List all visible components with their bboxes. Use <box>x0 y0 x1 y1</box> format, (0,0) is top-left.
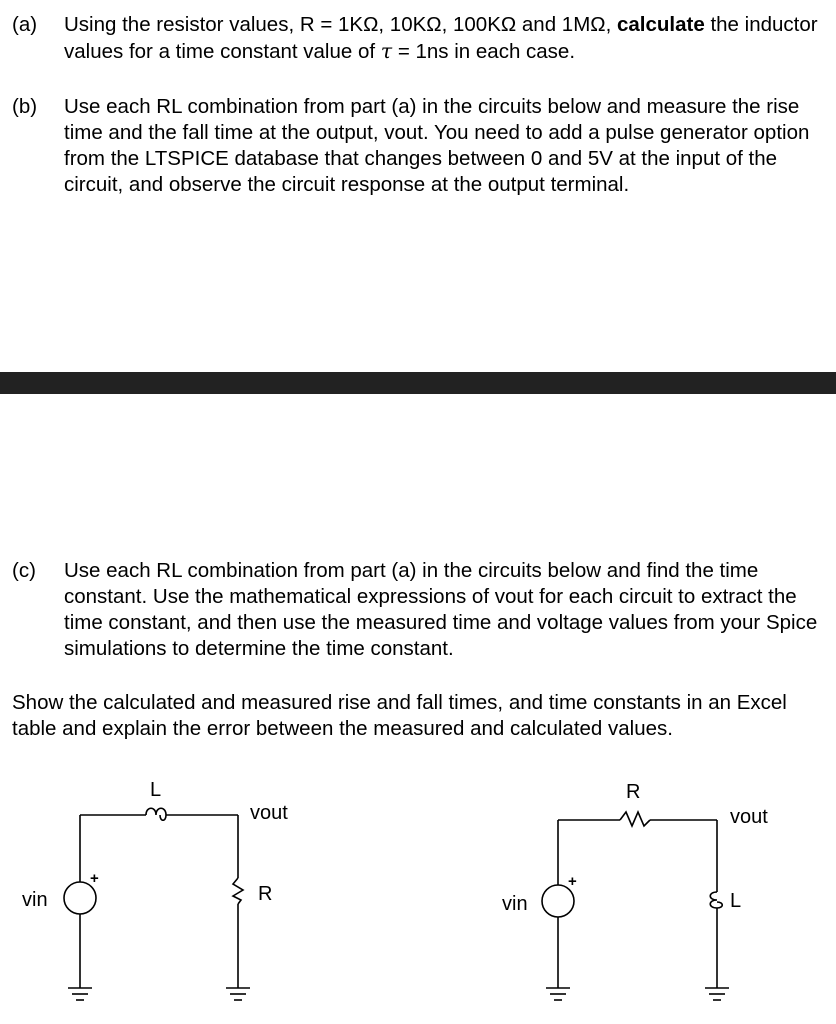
resistor-1 <box>233 878 243 904</box>
part-a-text <box>64 12 832 65</box>
circuit-1-vin-label: vin <box>22 889 48 911</box>
inductor-1 <box>146 808 166 820</box>
circuit-2-resistor-label: R <box>626 781 641 803</box>
circuit-1 <box>64 808 250 1000</box>
circuit-2-vout-label: vout <box>730 806 768 828</box>
tau-symbol: τ <box>380 39 393 63</box>
circuit-2-inductor-label: L <box>730 890 742 912</box>
part-a-label: (a) <box>12 13 38 36</box>
part-a-text-2: the inductor values for a time constant value of <box>64 13 818 63</box>
part-a <box>12 12 832 65</box>
circuit-2-polarity: + <box>568 873 577 890</box>
part-c <box>12 558 832 662</box>
circuit-2 <box>542 812 729 1000</box>
circuit-2-vin-label: vin <box>502 893 528 915</box>
part-a-emphasis: calculate <box>617 13 705 36</box>
part-b-text: Use each RL combination from part (a) in the circuits below and measure the rise time and the fall time at the output, vout. You need to add a pulse generator option from the LTSPICE database that changes between 0 and 5V at the input of the circuit, and observe the circuit response at the output terminal. <box>64 95 810 196</box>
part-a-text-1: Using the resistor values, R = 1KΩ, 10KΩ, 100KΩ and 1MΩ, <box>64 13 617 36</box>
circuit-1-resistor-label: R <box>258 883 273 905</box>
circuit-1-polarity: + <box>90 870 99 887</box>
part-b <box>12 94 832 198</box>
resistor-2 <box>620 812 650 826</box>
circuit-1-inductor-label: L <box>150 779 162 801</box>
part-b-label: (b) <box>12 95 38 118</box>
summary-text: Show the calculated and measured rise and fall times, and time constants in an Excel table and explain the error between the measured and calculated values. <box>12 691 787 740</box>
inductor-2 <box>710 892 722 908</box>
part-a-text-3: = 1ns in each case. <box>392 40 576 63</box>
divider-bar <box>0 372 836 394</box>
circuit-1-vout-label: vout <box>250 802 288 824</box>
part-c-text: Use each RL combination from part (a) in the circuits below and find the time constant. Use the mathematical expressions of vout for each circuit to extract the time constant, and then use the measured time and voltage values from your Spice simulations to determine the time constant. <box>64 559 818 660</box>
circuit-diagrams <box>0 760 836 1024</box>
part-c-label: (c) <box>12 559 36 582</box>
